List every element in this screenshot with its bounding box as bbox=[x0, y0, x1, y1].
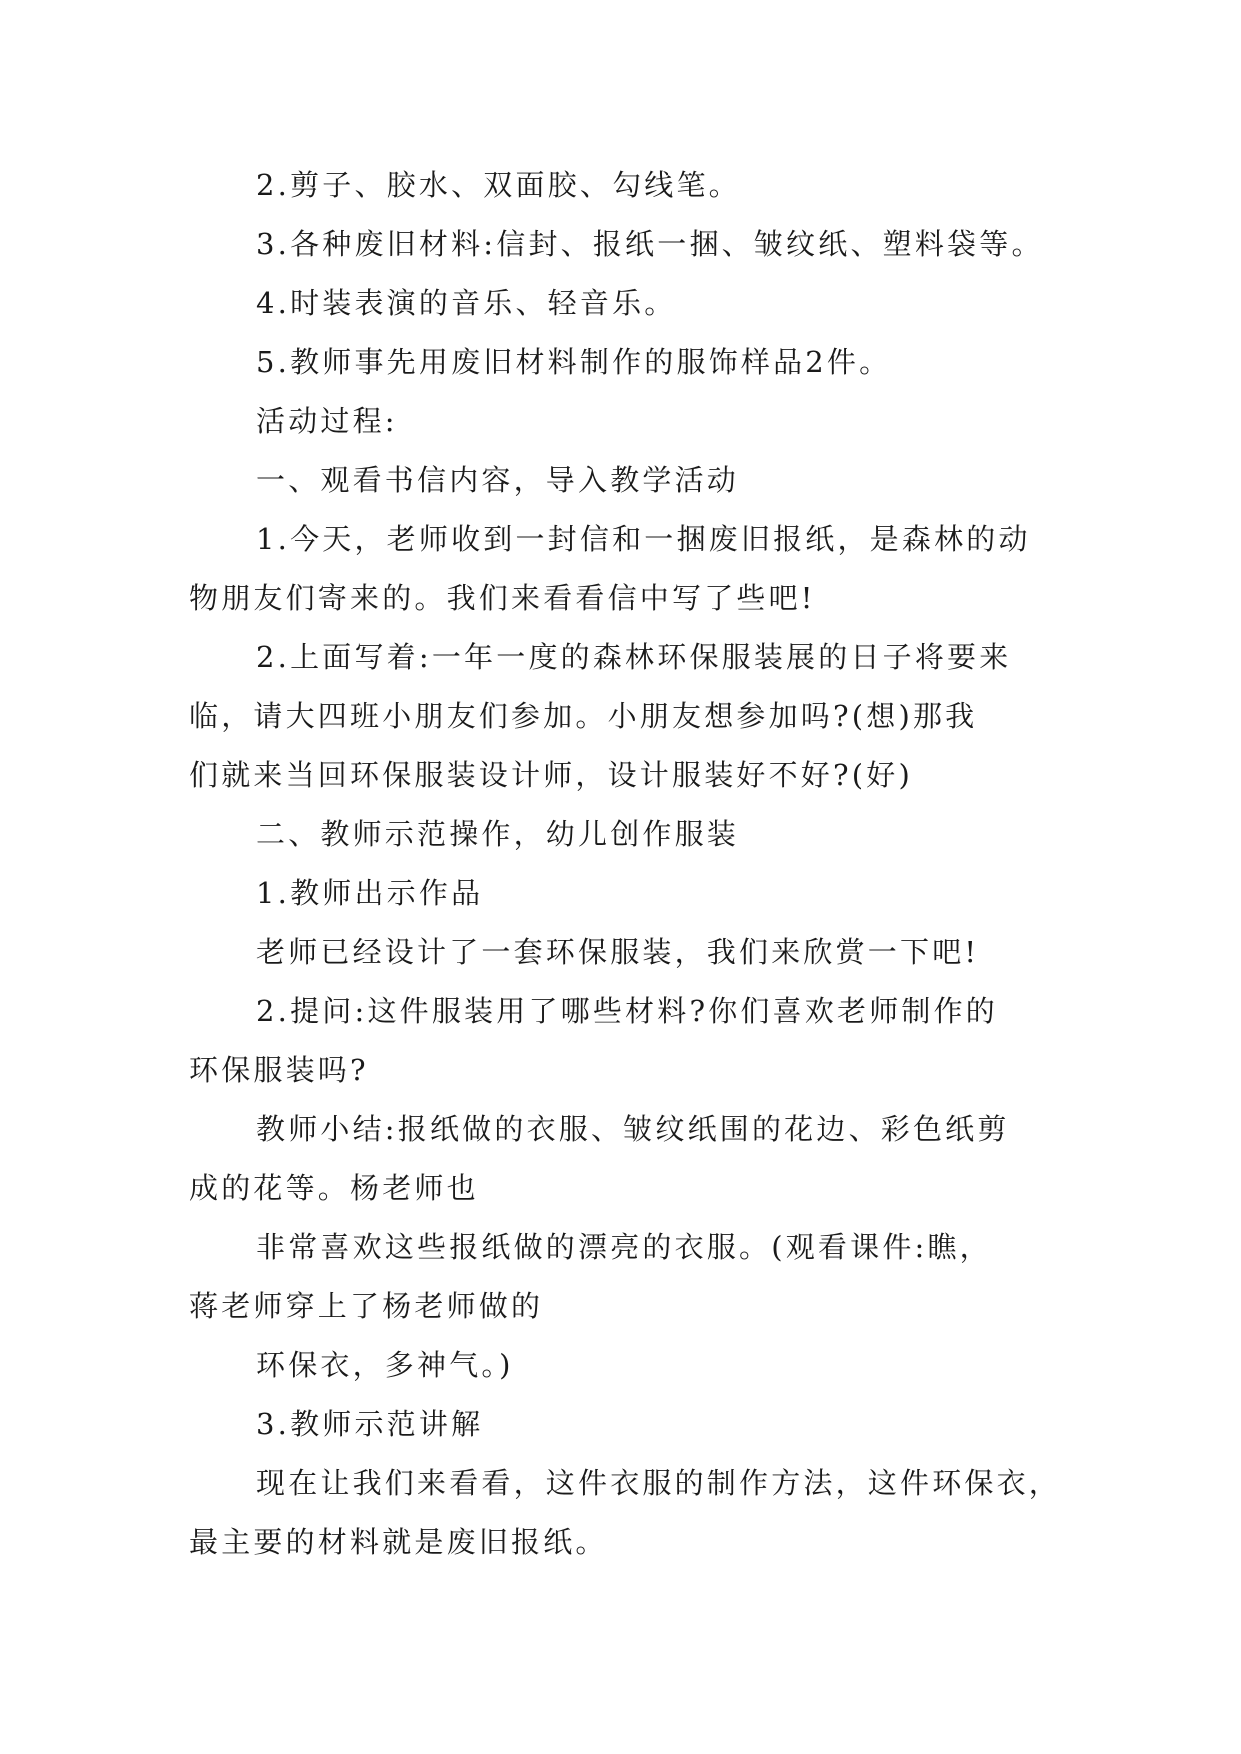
text-line: 4.时装表演的音乐、轻音乐。 bbox=[256, 286, 677, 320]
text-line: 3.教师示范讲解 bbox=[256, 1407, 484, 1441]
text-line: 蒋老师穿上了杨老师做的 bbox=[189, 1289, 544, 1323]
section-heading: 活动过程: bbox=[256, 404, 398, 438]
text-line: 们就来当回环保服装设计师，设计服装好不好?(好) bbox=[189, 758, 913, 792]
text-line: 环保服装吗? bbox=[189, 1053, 369, 1087]
section-heading: 二、教师示范操作，幼儿创作服装 bbox=[256, 817, 740, 851]
text-line: 非常喜欢这些报纸做的漂亮的衣服。(观看课件:瞧， bbox=[256, 1230, 992, 1264]
text-line: 2.上面写着:一年一度的森林环保服装展的日子将要来 bbox=[256, 640, 1012, 674]
text-line: 5.教师事先用废旧材料制作的服饰样品2件。 bbox=[256, 345, 892, 379]
text-line: 成的花等。杨老师也 bbox=[189, 1171, 479, 1205]
text-line: 2.剪子、胶水、双面胶、勾线笔。 bbox=[256, 168, 741, 202]
text-line: 1.今天，老师收到一封信和一捆废旧报纸，是森林的动 bbox=[256, 522, 1031, 556]
text-line: 现在让我们来看看，这件衣服的制作方法，这件环保衣， bbox=[256, 1466, 1062, 1500]
text-line: 老师已经设计了一套环保服装，我们来欣赏一下吧! bbox=[256, 935, 980, 969]
section-heading: 一、观看书信内容，导入教学活动 bbox=[256, 463, 740, 497]
text-line: 2.提问:这件服装用了哪些材料?你们喜欢老师制作的 bbox=[256, 994, 998, 1028]
text-line: 临，请大四班小朋友们参加。小朋友想参加吗?(想)那我 bbox=[189, 699, 978, 733]
text-line: 3.各种废旧材料:信封、报纸一捆、皱纹纸、塑料袋等。 bbox=[256, 227, 1044, 261]
text-line: 1.教师出示作品 bbox=[256, 876, 484, 910]
text-line: 环保衣，多神气。) bbox=[256, 1348, 514, 1382]
text-line: 教师小结:报纸做的衣服、皱纹纸围的花边、彩色纸剪 bbox=[256, 1112, 1010, 1146]
text-line: 最主要的材料就是废旧报纸。 bbox=[189, 1525, 608, 1559]
text-line: 物朋友们寄来的。我们来看看信中写了些吧! bbox=[189, 581, 816, 615]
